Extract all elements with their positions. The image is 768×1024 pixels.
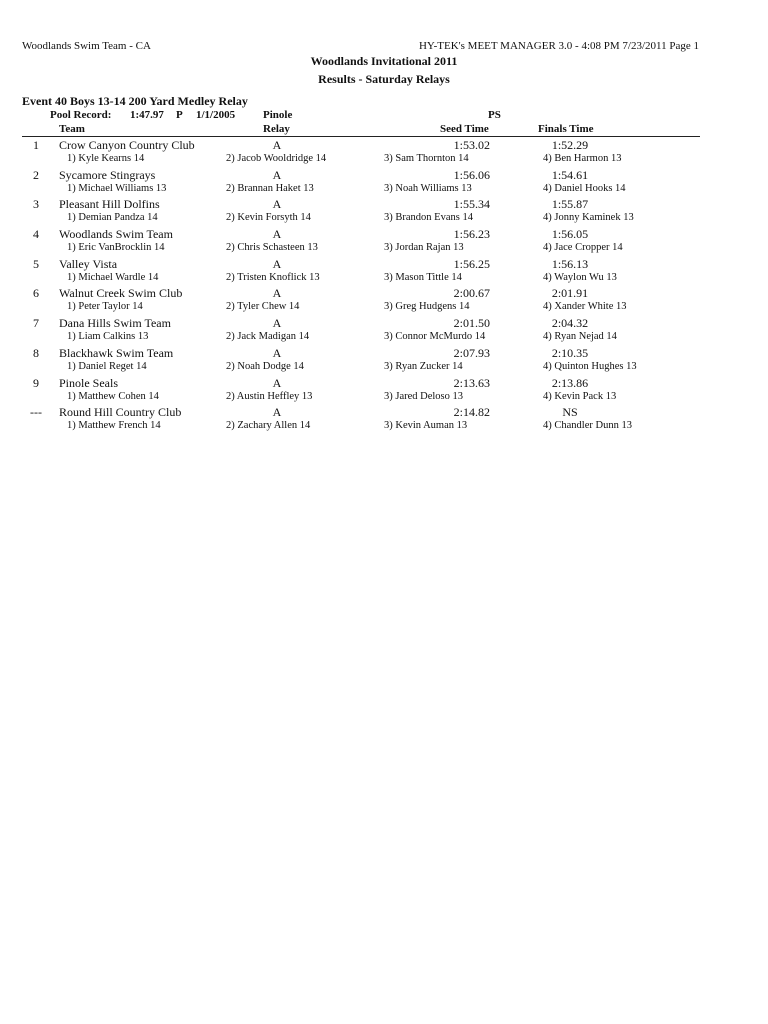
relay-letter: A	[272, 197, 282, 212]
relay-letter: A	[272, 405, 282, 420]
swimmer-2: 2) Jacob Wooldridge 14	[226, 153, 327, 164]
swimmer-1: 1) Peter Taylor 14	[67, 301, 143, 313]
swimmer-2: 2) Zachary Allen 14	[226, 420, 311, 432]
result-row	[0, 138, 768, 168]
result-row	[0, 346, 768, 376]
swimmer-4: 4) Jace Cropper 14	[543, 242, 623, 254]
team-name: Woodlands Swim Team	[59, 227, 173, 242]
swimmer-4: 4) Waylon Wu 13	[543, 271, 617, 283]
place: 5	[33, 256, 39, 271]
finals-time: 2:13.86	[551, 375, 589, 390]
finals-time: NS	[562, 405, 578, 420]
place: 3	[33, 197, 39, 212]
column-seed-time: Seed Time	[440, 123, 489, 135]
team-name: Walnut Creek Swim Club	[59, 286, 183, 301]
seed-time: 2:14.82	[453, 405, 490, 420]
result-row	[0, 286, 768, 316]
seed-time: 1:56.06	[453, 167, 490, 182]
results-list	[0, 138, 768, 435]
finals-time: 1:56.05	[551, 227, 589, 242]
swimmer-3: 3) Ryan Zucker 14	[384, 360, 463, 372]
meet-title: Woodlands Invitational 2011	[310, 54, 458, 68]
swimmer-3: 3) Noah Williams 13	[384, 182, 472, 194]
swimmer-4: 4) Chandler Dunn 13	[543, 420, 632, 432]
result-row	[0, 197, 768, 227]
relay-letter: A	[272, 256, 282, 271]
swimmer-3: 3) Mason Tittle 14	[384, 271, 462, 283]
place: ---	[30, 405, 42, 420]
swimmer-2: 2) Kevin Forsyth 14	[226, 212, 311, 224]
seed-time: 1:56.23	[453, 227, 490, 242]
result-row	[0, 316, 768, 346]
column-team: Team	[59, 123, 85, 135]
swimmer-3: 3) Brandon Evans 14	[384, 212, 473, 224]
swimmer-1: 1) Daniel Reget 14	[67, 360, 147, 372]
finals-time: 1:54.61	[551, 167, 589, 182]
swimmer-2: 2) Jack Madigan 14	[226, 331, 310, 343]
pool-record-code: PS	[488, 109, 501, 121]
swimmer-4: 4) Ryan Nejad 14	[543, 331, 617, 343]
team-name: Dana Hills Swim Team	[59, 316, 171, 331]
swimmer-2: 2) Tyler Chew 14	[226, 301, 300, 313]
team-name: Pinole Seals	[59, 375, 118, 390]
event-title: Event 40 Boys 13-14 200 Yard Medley Relay	[22, 94, 248, 108]
finals-time: 1:56.13	[551, 256, 589, 271]
place: 4	[33, 227, 39, 242]
team-name: Round Hill Country Club	[59, 405, 182, 420]
swimmer-1: 1) Demian Pandza 14	[67, 212, 158, 224]
swimmer-3: 3) Sam Thornton 14	[384, 153, 469, 164]
result-row	[0, 227, 768, 257]
seed-time: 1:53.02	[453, 138, 490, 152]
pool-record-date: 1/1/2005	[196, 109, 236, 121]
header-rule	[22, 136, 700, 137]
seed-time: 2:13.63	[453, 375, 490, 390]
team-name: Valley Vista	[59, 256, 118, 271]
pool-record-time: 1:47.97	[130, 109, 164, 121]
seed-time: 2:07.93	[453, 345, 490, 360]
swimmer-2: 2) Austin Heffley 13	[226, 390, 313, 402]
swimmer-3: 3) Connor McMurdo 14	[384, 331, 486, 343]
swimmer-3: 3) Jordan Rajan 13	[384, 242, 464, 254]
swimmer-4: 4) Kevin Pack 13	[543, 390, 617, 402]
relay-letter: A	[272, 138, 282, 152]
team-name: Sycamore Stingrays	[59, 167, 156, 182]
team-name: Blackhawk Swim Team	[59, 345, 174, 360]
place: 6	[33, 286, 39, 301]
swimmer-1: 1) Eric VanBrocklin 14	[67, 242, 165, 254]
column-finals-time: Finals Time	[538, 123, 594, 135]
swimmer-3: 3) Greg Hudgens 14	[384, 301, 470, 313]
swimmer-3: 3) Kevin Auman 13	[384, 420, 468, 432]
place: 9	[33, 375, 39, 390]
swimmer-2: 2) Noah Dodge 14	[226, 360, 304, 372]
seed-time: 2:00.67	[453, 286, 490, 301]
finals-time: 1:55.87	[551, 197, 589, 212]
swimmer-1: 1) Kyle Kearns 14	[67, 153, 145, 164]
header-right: HY-TEK's MEET MANAGER 3.0 - 4:08 PM 7/23/2011 Page 1	[418, 40, 699, 52]
finals-time: 2:10.35	[551, 345, 589, 360]
relay-letter: A	[272, 316, 282, 331]
relay-letter: A	[272, 227, 282, 242]
swimmer-1: 1) Michael Wardle 14	[67, 271, 159, 283]
finals-time: 1:52.29	[551, 138, 589, 152]
swimmer-1: 1) Matthew French 14	[67, 420, 161, 432]
place: 7	[33, 316, 39, 331]
place: 1	[33, 138, 39, 152]
header-left: Woodlands Swim Team - CA	[22, 40, 151, 52]
finals-time: 2:04.32	[551, 316, 589, 331]
swimmer-4: 4) Ben Harmon 13	[543, 153, 622, 164]
swimmer-2: 2) Brannan Haket 13	[226, 182, 314, 194]
result-row	[0, 168, 768, 198]
column-relay: Relay	[263, 123, 290, 135]
meet-subtitle: Results - Saturday Relays	[318, 72, 450, 86]
swimmer-2: 2) Chris Schasteen 13	[226, 242, 318, 254]
team-name: Crow Canyon Country Club	[59, 138, 195, 152]
seed-time: 1:55.34	[453, 197, 490, 212]
result-row	[0, 405, 768, 435]
place: 2	[33, 167, 39, 182]
relay-letter: A	[272, 167, 282, 182]
relay-letter: A	[272, 286, 282, 301]
swimmer-4: 4) Xander White 13	[543, 301, 627, 313]
swimmer-3: 3) Jared Deloso 13	[384, 390, 464, 402]
result-row	[0, 376, 768, 406]
pool-record-label: Pool Record:	[50, 109, 112, 121]
seed-time: 2:01.50	[453, 316, 490, 331]
relay-letter: A	[272, 345, 282, 360]
swimmer-2: 2) Tristen Knoflick 13	[226, 271, 320, 283]
swimmer-1: 1) Matthew Cohen 14	[67, 390, 159, 402]
swimmer-4: 4) Quinton Hughes 13	[543, 360, 637, 372]
swimmer-4: 4) Daniel Hooks 14	[543, 182, 626, 194]
team-name: Pleasant Hill Dolfins	[59, 197, 160, 212]
swimmer-1: 1) Michael Williams 13	[67, 182, 167, 194]
relay-letter: A	[272, 375, 282, 390]
swimmer-4: 4) Jonny Kaminek 13	[543, 212, 634, 224]
result-row	[0, 257, 768, 287]
pool-record-team: Pinole	[263, 109, 293, 121]
finals-time: 2:01.91	[551, 286, 589, 301]
seed-time: 1:56.25	[453, 256, 490, 271]
pool-record-flag: P	[176, 109, 183, 121]
swimmer-1: 1) Liam Calkins 13	[67, 331, 149, 343]
place: 8	[33, 345, 39, 360]
